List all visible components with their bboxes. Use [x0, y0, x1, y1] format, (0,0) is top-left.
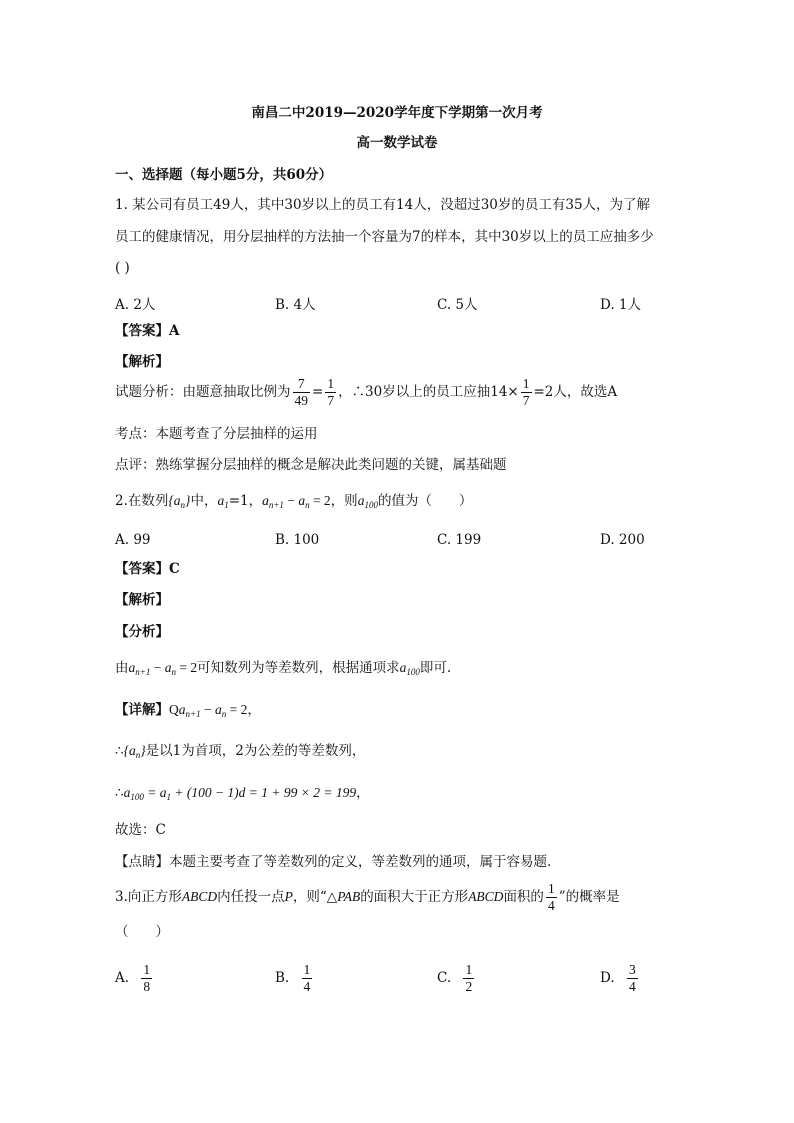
option-fraction [627, 963, 638, 994]
q2-text-3: ，则 [330, 493, 358, 509]
frac-numerator: 1 [141, 963, 152, 979]
frac-denominator: 4 [303, 979, 311, 995]
q1-analysis-label: 【解析】 [115, 354, 169, 370]
q2-a100 [358, 493, 378, 508]
frac-denominator: 8 [143, 979, 151, 995]
frac-numerator: 1 [463, 963, 474, 979]
q1-fraction-7-49 [293, 377, 311, 408]
a1-subscript: 1 [224, 500, 229, 510]
frac-denominator: 49 [294, 393, 308, 409]
equals-two: = 2 [309, 493, 331, 508]
step2-text: 是以1为首项，2为公差的等差数列， [145, 743, 366, 759]
step2-sequence [124, 743, 146, 758]
step2-subscript: n [135, 750, 141, 760]
q2-option-d: D. 200 [600, 532, 645, 548]
a100-symbol: a [357, 493, 365, 508]
detail-recurrence [169, 702, 261, 717]
q2-fenxi-label: 【分析】 [115, 624, 169, 640]
fx-b: a [164, 660, 172, 675]
q1-fraction-1-7-b [521, 377, 532, 408]
step3-subscript: 100 [130, 792, 144, 802]
fx-minus: − [150, 660, 165, 675]
q3-text-5: 面积的 [503, 889, 544, 906]
q2-sequence [168, 493, 190, 508]
section-heading: 一、选择题（每小题5分，共60分） [115, 167, 333, 183]
q1-option-a: A. 2人 [115, 297, 156, 313]
frac-denominator: 4 [547, 898, 555, 914]
exam-subtitle: 高一数学试卷 [356, 135, 438, 151]
fenxi-prefix: 由 [115, 660, 129, 676]
q2-option-b: B. 100 [275, 532, 320, 548]
q1-fraction-1-7 [325, 377, 336, 408]
q2-fenxi-line [115, 661, 451, 677]
option-fraction [141, 963, 152, 994]
option-letter: C. [437, 970, 452, 987]
a1-value: =1， [228, 493, 263, 509]
q2-option-c: C. 199 [437, 532, 482, 548]
frac-numerator: 1 [302, 963, 313, 979]
fx-b-subscript: n [171, 667, 176, 677]
q3-text-4: 的面积大于正方形 [360, 889, 469, 906]
q1-line-1: 1. 某公司有员工49人，其中30岁以上的员工有14人，没超过30岁的员工有35人，为了解 [115, 197, 651, 213]
q1-sol-prefix: 试题分析：由题意抽取比例为 [115, 384, 291, 401]
frac-numerator: 1 [325, 377, 336, 393]
fenxi-text: 可知数列为等差数列，根据通项求 [197, 660, 400, 676]
q3-point-p: P [284, 889, 293, 905]
step3-subscript-1: 1 [166, 792, 171, 802]
seq-subscript: n [180, 500, 186, 510]
q1-option-d: D. 1人 [600, 297, 642, 313]
q2-option-a: A. 99 [115, 532, 151, 548]
q1-sol-mid: ，∴30岁以上的员工应抽 [338, 384, 491, 401]
frac-denominator: 4 [628, 979, 636, 995]
q3-fraction-1-4 [546, 882, 557, 913]
q2-text-1: 2.在数列 [115, 493, 169, 509]
an1-subscript: n+1 [268, 500, 284, 510]
frac-numerator: 1 [546, 882, 557, 898]
q1-option-b: B. 4人 [275, 297, 316, 313]
a100-subscript: 100 [364, 500, 378, 510]
step2-close: } [140, 743, 146, 758]
fx-c: a [399, 660, 407, 675]
q2-comment: 【点睛】本题主要考查了等差数列的定义，等差数列的通项，属于容易题. [115, 854, 552, 870]
d-b-subscript: n [221, 709, 227, 719]
q2-recurrence [262, 493, 331, 508]
fenxi-a100 [400, 660, 420, 675]
triangle-symbol: △ [326, 889, 338, 906]
q1-answer: 【答案】A [115, 323, 180, 339]
q1-point: 考点：本题考查了分层抽样的运用 [115, 426, 318, 442]
option-fraction [302, 963, 313, 994]
frac-numerator: 7 [293, 377, 311, 393]
q1-sol-suffix: 人，故选A [553, 384, 618, 401]
frac-denominator: 2 [465, 979, 473, 995]
option-letter: B. [275, 970, 290, 987]
an-symbol: a [298, 493, 306, 508]
d-minus: − [200, 702, 215, 717]
q2-stem [115, 494, 472, 510]
d-a: a [178, 702, 186, 717]
therefore-symbol: ∴ [115, 785, 124, 801]
frac-denominator: 7 [522, 393, 530, 409]
step3-rest: + (100 − 1)d = 1 + 99 × 2 = 199 [170, 785, 357, 800]
frac-denominator: 7 [327, 393, 335, 409]
step2-open: {a [123, 743, 136, 758]
q3-paren: （ ） [115, 924, 169, 940]
option-letter: D. [600, 970, 615, 987]
q3-triangle-pab: PAB [337, 889, 361, 905]
an1-symbol: a [262, 493, 269, 508]
equals-sign: = [312, 384, 324, 401]
fenxi-end: 即可. [419, 660, 452, 676]
frac-numerator: 3 [627, 963, 638, 979]
option-fraction [463, 963, 474, 994]
q3-square-abcd-2: ABCD [468, 889, 504, 905]
d-b: a [214, 702, 222, 717]
q3-square-abcd: ABCD [181, 889, 218, 905]
a1-symbol: a [217, 493, 225, 508]
seq-close: } [185, 493, 191, 508]
q2-choice: 故选：C [115, 822, 166, 838]
therefore-symbol: ∴ [115, 743, 124, 759]
q2-analysis-label: 【解析】 [115, 592, 169, 608]
q3-option-d [600, 963, 640, 994]
step3-formula [124, 785, 357, 800]
fx-a-subscript: n+1 [135, 667, 151, 677]
exam-title: 南昌二中2019—2020学年度下学期第一次月考 [251, 105, 543, 121]
d-a-subscript: n+1 [185, 709, 201, 719]
q1-line-2: 员工的健康情况，用分层抽样的方法抽一个容量为7的样本，其中30岁以上的员工应抽多少 [115, 229, 654, 245]
an-subscript: n [305, 500, 310, 510]
q1-comment: 点评：熟练掌握分层抽样的概念是解决此类问题的关键，属基础题 [115, 457, 507, 473]
q3-text-3: ，则“ [292, 889, 327, 906]
because-symbol: Q [169, 702, 179, 717]
q3-text-6: ”的概率是 [558, 889, 620, 906]
q3-option-a [115, 963, 154, 994]
q3-option-c [437, 963, 476, 994]
q3-option-b [275, 963, 314, 994]
fx-eq: = 2 [175, 660, 198, 675]
fenxi-recurrence [129, 660, 198, 675]
step3-a: a [123, 785, 131, 800]
q2-text-2: 中， [190, 493, 218, 509]
q1-line-3: ( ) [115, 260, 130, 276]
frac-numerator: 1 [521, 377, 532, 393]
q2-step-3 [115, 786, 370, 802]
q2-step-2 [115, 744, 365, 760]
step3-end: ， [356, 785, 370, 801]
fx-a: a [128, 660, 136, 675]
q2-answer: 【答案】C [115, 561, 180, 577]
q1-sol-eq2: =2 [533, 384, 554, 401]
q3-text-2: 内任投一点 [217, 889, 285, 906]
q1-option-c: C. 5人 [437, 297, 478, 313]
q3-stem [115, 882, 620, 913]
q1-solution-line [115, 377, 617, 408]
minus-sign: − [283, 493, 299, 508]
q3-text-1: 3.向正方形 [115, 889, 182, 906]
option-letter: A. [115, 970, 130, 987]
q2-a1 [217, 493, 228, 508]
q2-text-4: 的值为（ ） [377, 493, 473, 509]
q2-detail-line [115, 703, 261, 719]
d-eq: = 2， [226, 702, 261, 717]
q1-sol-mult: 14× [490, 384, 519, 401]
step3-mid: = a [143, 785, 167, 800]
seq-open: {a [168, 493, 181, 508]
fx-c-subscript: 100 [406, 667, 420, 677]
detail-label: 【详解】 [115, 702, 169, 718]
